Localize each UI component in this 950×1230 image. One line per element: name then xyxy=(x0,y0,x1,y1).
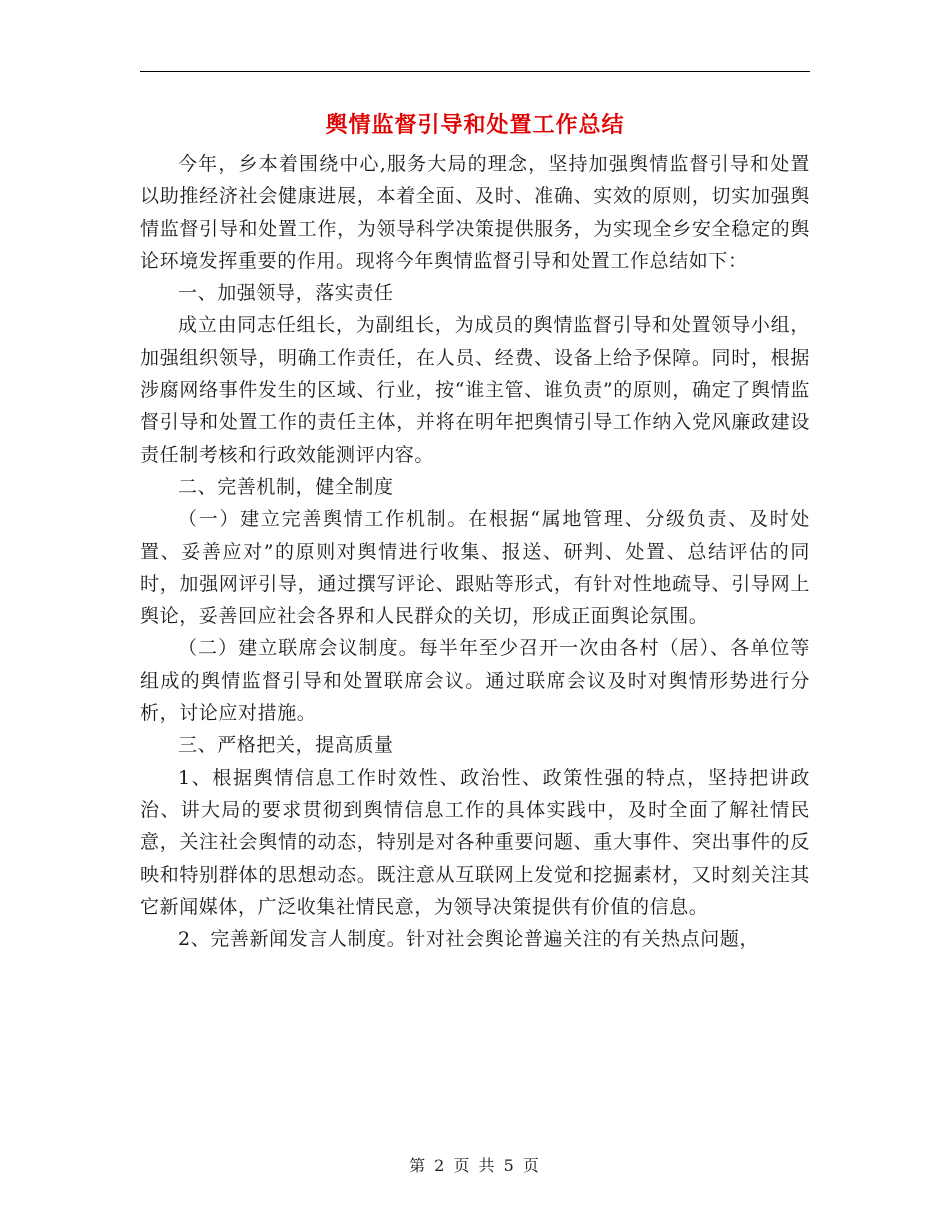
paragraph-subsection-2: （二）建立联席会议制度。每半年至少召开一次由各村（居）、各单位等组成的舆情监督引导和处置联席会议。通过联席会议及时对舆情形势进行分析，讨论应对措施。 xyxy=(140,637,810,725)
document-body xyxy=(140,148,810,955)
document-title: 舆情监督引导和处置工作总结 xyxy=(325,113,625,138)
header-rule xyxy=(140,71,810,72)
section-heading-1: 一、加强领导，落实责任 xyxy=(178,282,394,305)
paragraph-intro: 今年，乡本着围绕中心,服务大局的理念，坚持加强舆情监督引导和处置以助推经济社会健康进展，本着全面、及时、准确、实效的原则，切实加强舆情监督引导和处置工作，为领导科学决策提供服务，为实现全乡安全稳定的舆论环境发挥重要的作用。现将今年舆情监督引导和处置工作总结如下： xyxy=(140,153,810,272)
paragraph-item-1: 1、根据舆情信息工作时效性、政治性、政策性强的特点，坚持把讲政治、讲大局的要求贯彻到舆情信息工作的具体实践中，及时全面了解社情民意，关注社会舆情的动态，特别是对各种重要问题、重大事件、突出事件的反映和特别群体的思想动态。既注意从互联网上发觉和挖掘素材，又时刻关注其它新闻媒体，广泛收集社情民意，为领导决策提供有价值的信息。 xyxy=(140,766,810,918)
section-heading-2: 二、完善机制，健全制度 xyxy=(178,475,394,498)
section-heading-3: 三、严格把关，提高质量 xyxy=(178,734,394,757)
paragraph-section-1: 成立由同志任组长，为副组长，为成员的舆情监督引导和处置领导小组，加强组织领导，明确工作责任，在人员、经费、设备上给予保障。同时，根据涉腐网络事件发生的区域、行业，按“谁主管、谁负责”的原则，确定了舆情监督引导和处置工作的责任主体，并将在明年把舆情引导工作纳入党风廉政建设责任制考核和行政效能测评内容。 xyxy=(140,314,810,466)
page-number: 第 2 页 共 5 页 xyxy=(409,1156,541,1175)
paragraph-item-2: 2、完善新闻发言人制度。针对社会舆论普遍关注的有关热点问题， xyxy=(178,928,760,951)
paragraph-subsection-1: （一）建立完善舆情工作机制。在根据“属地管理、分级负责、及时处置、妥善应对”的原则对舆情进行收集、报送、研判、处置、总结评估的同时，加强网评引导，通过撰写评论、跟贴等形式，有针对性地疏导、引导网上舆论，妥善回应社会各界和人民群众的关切，形成正面舆论氛围。 xyxy=(140,508,810,628)
